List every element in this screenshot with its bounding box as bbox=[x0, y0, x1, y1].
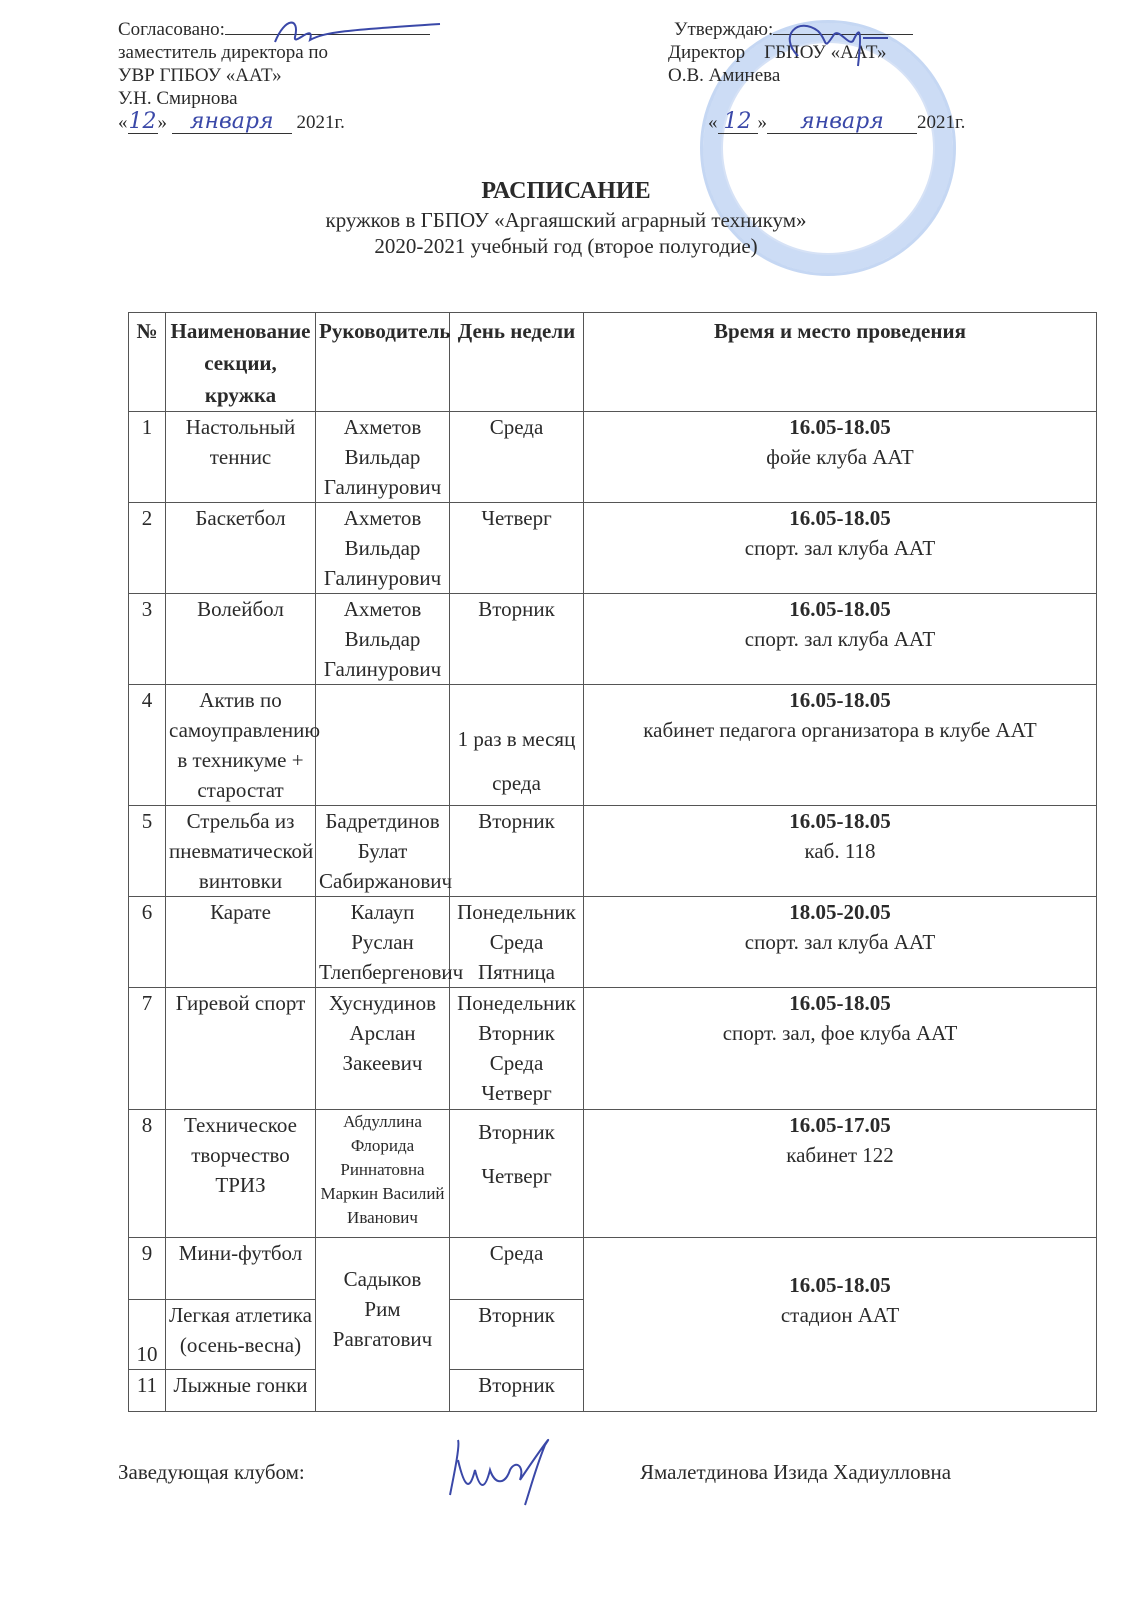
cell-time-place bbox=[584, 503, 1097, 594]
cell-line: Вильдар bbox=[344, 627, 421, 651]
approval-left-month: января bbox=[172, 110, 292, 134]
cell-number: 10 bbox=[129, 1300, 166, 1370]
cell-day bbox=[450, 806, 584, 897]
cell-number: 3 bbox=[129, 594, 166, 685]
cell-day: Вторник bbox=[450, 1300, 584, 1370]
approval-left-position-2: УВР ГПБОУ «ААТ» bbox=[118, 65, 282, 86]
approval-right-day: 12 bbox=[718, 110, 758, 134]
table-row bbox=[129, 503, 1097, 594]
cell-number: 4 bbox=[129, 685, 166, 806]
cell-name: Карате bbox=[166, 897, 316, 988]
signature-icon bbox=[265, 12, 445, 52]
header-leader: Руководитель bbox=[316, 313, 450, 412]
schedule-table bbox=[128, 312, 1097, 1412]
cell-day bbox=[450, 594, 584, 685]
cell-time-place bbox=[584, 806, 1097, 897]
cell-time-place bbox=[584, 412, 1097, 503]
cell-number: 6 bbox=[129, 897, 166, 988]
approval-right-signature-line bbox=[773, 34, 913, 35]
cell-number: 1 bbox=[129, 412, 166, 503]
cell-place: кабинет педагога организатора в клубе ААТ bbox=[643, 718, 1037, 742]
table-header-row bbox=[129, 313, 1097, 412]
cell-line: Вильдар bbox=[344, 445, 421, 469]
approval-left-label: Согласовано: bbox=[118, 19, 225, 40]
header-day: День недели bbox=[450, 313, 584, 412]
cell-time: 16.05-18.05 bbox=[789, 506, 891, 530]
cell-place: спорт. зал клуба ААТ bbox=[744, 536, 936, 560]
cell-number: 11 bbox=[129, 1370, 166, 1412]
signature-icon bbox=[778, 16, 898, 76]
cell-leader bbox=[316, 412, 450, 503]
approval-right-label: Утверждаю: bbox=[674, 19, 774, 40]
table-row bbox=[129, 988, 1097, 1110]
cell-name: Стрельба из пневматической винтовки bbox=[166, 806, 316, 897]
cell-day bbox=[450, 897, 584, 988]
table-row bbox=[129, 1110, 1097, 1238]
cell-leader bbox=[316, 594, 450, 685]
approval-left-signature-line bbox=[225, 34, 430, 35]
table-row bbox=[129, 685, 1097, 806]
cell-line: Четверг bbox=[481, 1081, 552, 1105]
table-row bbox=[129, 897, 1097, 988]
cell-time: 16.05-18.05 bbox=[789, 688, 891, 712]
cell-place: фойе клуба ААТ bbox=[766, 445, 914, 469]
table-row bbox=[129, 412, 1097, 503]
cell-line: Вторник bbox=[478, 597, 555, 621]
cell-line: Булат bbox=[357, 839, 408, 863]
cell-line: Иванович bbox=[347, 1208, 418, 1227]
cell-time: 16.05-18.05 bbox=[789, 991, 891, 1015]
cell-time-place bbox=[584, 897, 1097, 988]
cell-line: Риннатовна bbox=[340, 1160, 425, 1179]
cell-line: Абдуллина bbox=[343, 1112, 422, 1131]
cell-line: Четверг bbox=[481, 506, 552, 530]
cell-line: Понедельник bbox=[457, 900, 576, 924]
cell-time: 18.05-20.05 bbox=[789, 900, 891, 924]
header-name: Наименование секции, кружка bbox=[166, 313, 316, 412]
cell-time: 16.05-17.05 bbox=[789, 1113, 891, 1137]
cell-number: 8 bbox=[129, 1110, 166, 1238]
cell-name: Легкая атлетика (осень-весна) bbox=[166, 1300, 316, 1370]
cell-line: Бадретдинов bbox=[325, 809, 440, 833]
document-subtitle-2: 2020-2021 учебный год (второе полугодие) bbox=[374, 234, 758, 258]
cell-place: стадион ААТ bbox=[780, 1303, 900, 1327]
approval-left-year: 2021г. bbox=[296, 112, 345, 133]
cell-number: 7 bbox=[129, 988, 166, 1110]
cell-line: Арслан bbox=[349, 1021, 416, 1045]
cell-day bbox=[450, 685, 584, 806]
cell-day: Среда bbox=[450, 1238, 584, 1300]
approval-right-name: О.В. Аминева bbox=[668, 65, 781, 86]
cell-name: Волейбол bbox=[166, 594, 316, 685]
cell-line: Галинурович bbox=[323, 657, 442, 681]
cell-place: спорт. зал, фое клуба ААТ bbox=[722, 1021, 958, 1045]
cell-number: 2 bbox=[129, 503, 166, 594]
cell-line: Среда bbox=[489, 930, 544, 954]
cell-place: спорт. зал клуба ААТ bbox=[744, 930, 936, 954]
cell-line: Закеевич bbox=[342, 1051, 423, 1075]
cell-line: 1 раз в месяц bbox=[457, 727, 576, 751]
cell-number: 5 bbox=[129, 806, 166, 897]
table-row bbox=[129, 806, 1097, 897]
cell-line: Ахметов bbox=[343, 597, 422, 621]
document-subtitle-1: кружков в ГБПОУ «Аргаяшский аграрный техникум» bbox=[325, 208, 807, 232]
cell-leader bbox=[316, 685, 450, 806]
cell-name: Актив по самоуправлению в техникуме + старостат bbox=[166, 685, 316, 806]
cell-time-place bbox=[584, 988, 1097, 1110]
cell-line: Среда bbox=[489, 1051, 544, 1075]
cell-line: Калауп bbox=[350, 900, 415, 924]
cell-time: 16.05-18.05 bbox=[789, 597, 891, 621]
cell-line: Тлепбергенович bbox=[319, 960, 464, 984]
approval-left: Согласовано: заместитель директора по УВР ГПБОУ «ААТ» У.Н. Смирнова «12» января 2021г. bbox=[118, 18, 430, 134]
footer-name: Ямалетдинова Изида Хадиулловна bbox=[640, 1460, 952, 1484]
cell-time-place bbox=[584, 1238, 1097, 1412]
cell-line: Четверг bbox=[481, 1164, 552, 1188]
cell-day bbox=[450, 503, 584, 594]
cell-line: Вторник bbox=[478, 1021, 555, 1045]
cell-time-place bbox=[584, 594, 1097, 685]
cell-line: Галинурович bbox=[323, 475, 442, 499]
cell-line: Пятница bbox=[477, 960, 556, 984]
cell-leader bbox=[316, 503, 450, 594]
cell-place: кабинет 122 bbox=[786, 1143, 894, 1167]
cell-line: Руслан bbox=[351, 930, 414, 954]
header-number: № bbox=[129, 313, 166, 412]
cell-line: Флорида bbox=[350, 1136, 415, 1155]
document-heading bbox=[0, 178, 1132, 259]
cell-leader bbox=[316, 897, 464, 988]
cell-number: 9 bbox=[129, 1238, 166, 1300]
cell-time-place bbox=[584, 685, 1097, 806]
cell-line: Понедельник bbox=[457, 991, 576, 1015]
cell-line: Вильдар bbox=[344, 536, 421, 560]
cell-name: Настольный теннис bbox=[166, 412, 316, 503]
cell-line: Вторник bbox=[478, 809, 555, 833]
approval-right: Утверждаю: Директор ГБПОУ «ААТ» О.В. Аминева « 12 » января 2021г. bbox=[668, 18, 965, 134]
approval-left-position-1: заместитель директора по bbox=[118, 42, 329, 63]
cell-name: Мини-футбол bbox=[166, 1238, 316, 1300]
cell-place: спорт. зал клуба ААТ bbox=[744, 627, 936, 651]
approval-right-month: января bbox=[767, 110, 917, 134]
cell-day bbox=[450, 412, 584, 503]
cell-day bbox=[450, 1110, 584, 1238]
cell-time: 16.05-18.05 bbox=[789, 415, 891, 439]
cell-time: 16.05-18.05 bbox=[789, 1273, 891, 1297]
cell-name: Гиревой спорт bbox=[166, 988, 316, 1110]
cell-line: Рим Равгатович bbox=[332, 1297, 433, 1351]
signature-icon bbox=[430, 1430, 570, 1510]
document-title: РАСПИСАНИЕ bbox=[481, 178, 651, 204]
cell-line: среда bbox=[492, 771, 541, 795]
cell-name: Техническое творчество ТРИЗ bbox=[166, 1110, 316, 1238]
footer-label: Заведующая клубом: bbox=[118, 1460, 305, 1484]
cell-line: Ахметов bbox=[343, 415, 422, 439]
cell-day bbox=[450, 988, 584, 1110]
table-row bbox=[129, 1238, 1097, 1300]
cell-leader bbox=[316, 1238, 450, 1412]
header-time-place: Время и место проведения bbox=[584, 313, 1097, 412]
cell-line: Галинурович bbox=[323, 566, 442, 590]
cell-name: Лыжные гонки bbox=[166, 1370, 316, 1412]
cell-leader bbox=[316, 988, 450, 1110]
cell-line: Хуснудинов bbox=[328, 991, 437, 1015]
approval-right-position: Директор ГБПОУ «ААТ» bbox=[668, 42, 887, 63]
cell-place: каб. 118 bbox=[804, 839, 876, 863]
cell-leader bbox=[316, 806, 453, 897]
cell-time: 16.05-18.05 bbox=[789, 809, 891, 833]
table-row bbox=[129, 594, 1097, 685]
approval-right-year: 2021г. bbox=[917, 112, 966, 133]
approval-left-name: У.Н. Смирнова bbox=[118, 88, 238, 109]
cell-line: Садыков bbox=[343, 1267, 422, 1291]
cell-line: Маркин Василий bbox=[320, 1184, 445, 1203]
cell-line: Вторник bbox=[478, 1120, 555, 1144]
cell-time-place bbox=[584, 1110, 1097, 1238]
cell-day: Вторник bbox=[450, 1370, 584, 1412]
cell-line: Сабиржанович bbox=[319, 869, 453, 893]
cell-line: Среда bbox=[489, 415, 544, 439]
cell-name: Баскетбол bbox=[166, 503, 316, 594]
cell-line: Ахметов bbox=[343, 506, 422, 530]
cell-leader bbox=[316, 1110, 450, 1238]
approval-left-day: 12 bbox=[128, 109, 157, 134]
